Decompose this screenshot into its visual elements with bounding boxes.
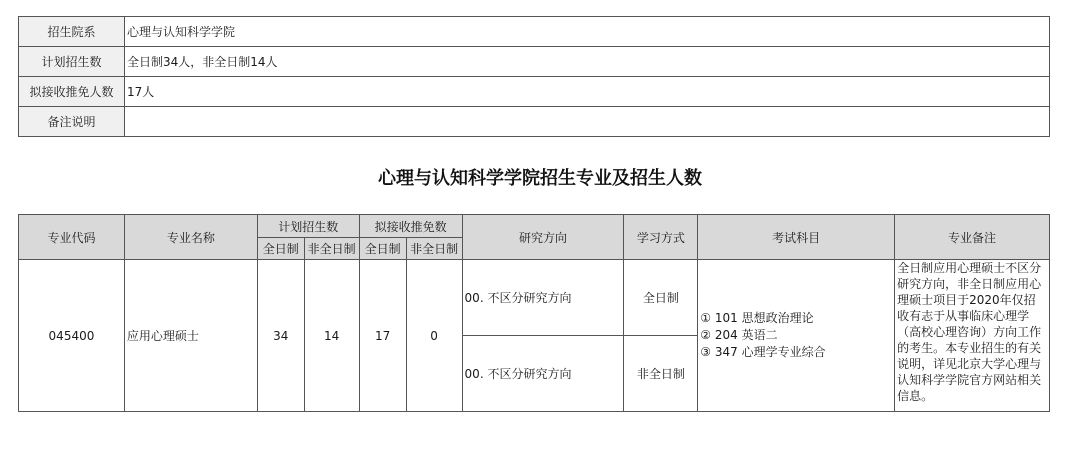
header-name: 专业名称 [124,215,257,260]
subject-item: ② 204 英语二 [700,328,778,342]
info-value: 心理与认知科学学院 [125,17,1050,47]
info-label: 备注说明 [19,107,125,137]
info-value [125,107,1050,137]
major-table [18,214,1050,412]
info-row-plan [19,47,1050,77]
cell-plan-part: 14 [304,260,359,412]
info-row-notes [19,107,1050,137]
cell-code: 045400 [19,260,125,412]
info-row-recommend [19,77,1050,107]
header-mode: 学习方式 [624,215,698,260]
section-title: 心理与认知科学学院招生专业及招生人数 [378,168,702,189]
header-code: 专业代码 [19,215,125,260]
cell-direction-2: 00. 不区分研究方向 [462,336,624,412]
cell-rec-full: 17 [359,260,406,412]
info-label: 拟接收推免人数 [19,77,125,107]
info-label: 招生院系 [19,17,125,47]
header-subjects: 考试科目 [698,215,895,260]
header-recommend: 拟接收推免数 [359,215,462,238]
cell-direction-1: 00. 不区分研究方向 [462,260,624,336]
cell-rec-part: 0 [406,260,462,412]
cell-plan-full: 34 [257,260,304,412]
cell-name: 应用心理硕士 [124,260,257,412]
table-row [19,260,1050,336]
info-row-department [19,17,1050,47]
header-plan-full: 全日制 [257,238,304,260]
cell-note: 全日制应用心理硕士不区分研究方向，非全日制应用心理硕士项目于2020年仅招收有志于从事临床心理学（高校心理咨询）方向工作的考生。本专业招生的有关说明，详见北京大学心理与认知科学学院官方网站相关信息。 [895,260,1050,412]
info-value: 全日制34人，非全日制14人 [125,47,1050,77]
info-label: 计划招生数 [19,47,125,77]
cell-subjects [698,260,895,412]
subject-item: ③ 347 心理学专业综合 [700,345,826,359]
header-row [19,215,1050,238]
header-rec-full: 全日制 [359,238,406,260]
header-direction: 研究方向 [462,215,624,260]
cell-mode-2: 非全日制 [624,336,698,412]
subject-item: ① 101 思想政治理论 [700,311,814,325]
header-plan-part: 非全日制 [304,238,359,260]
info-value: 17人 [125,77,1050,107]
header-rec-part: 非全日制 [406,238,462,260]
info-table [18,16,1050,137]
header-plan: 计划招生数 [257,215,359,238]
header-notes: 专业备注 [895,215,1050,260]
cell-mode-1: 全日制 [624,260,698,336]
